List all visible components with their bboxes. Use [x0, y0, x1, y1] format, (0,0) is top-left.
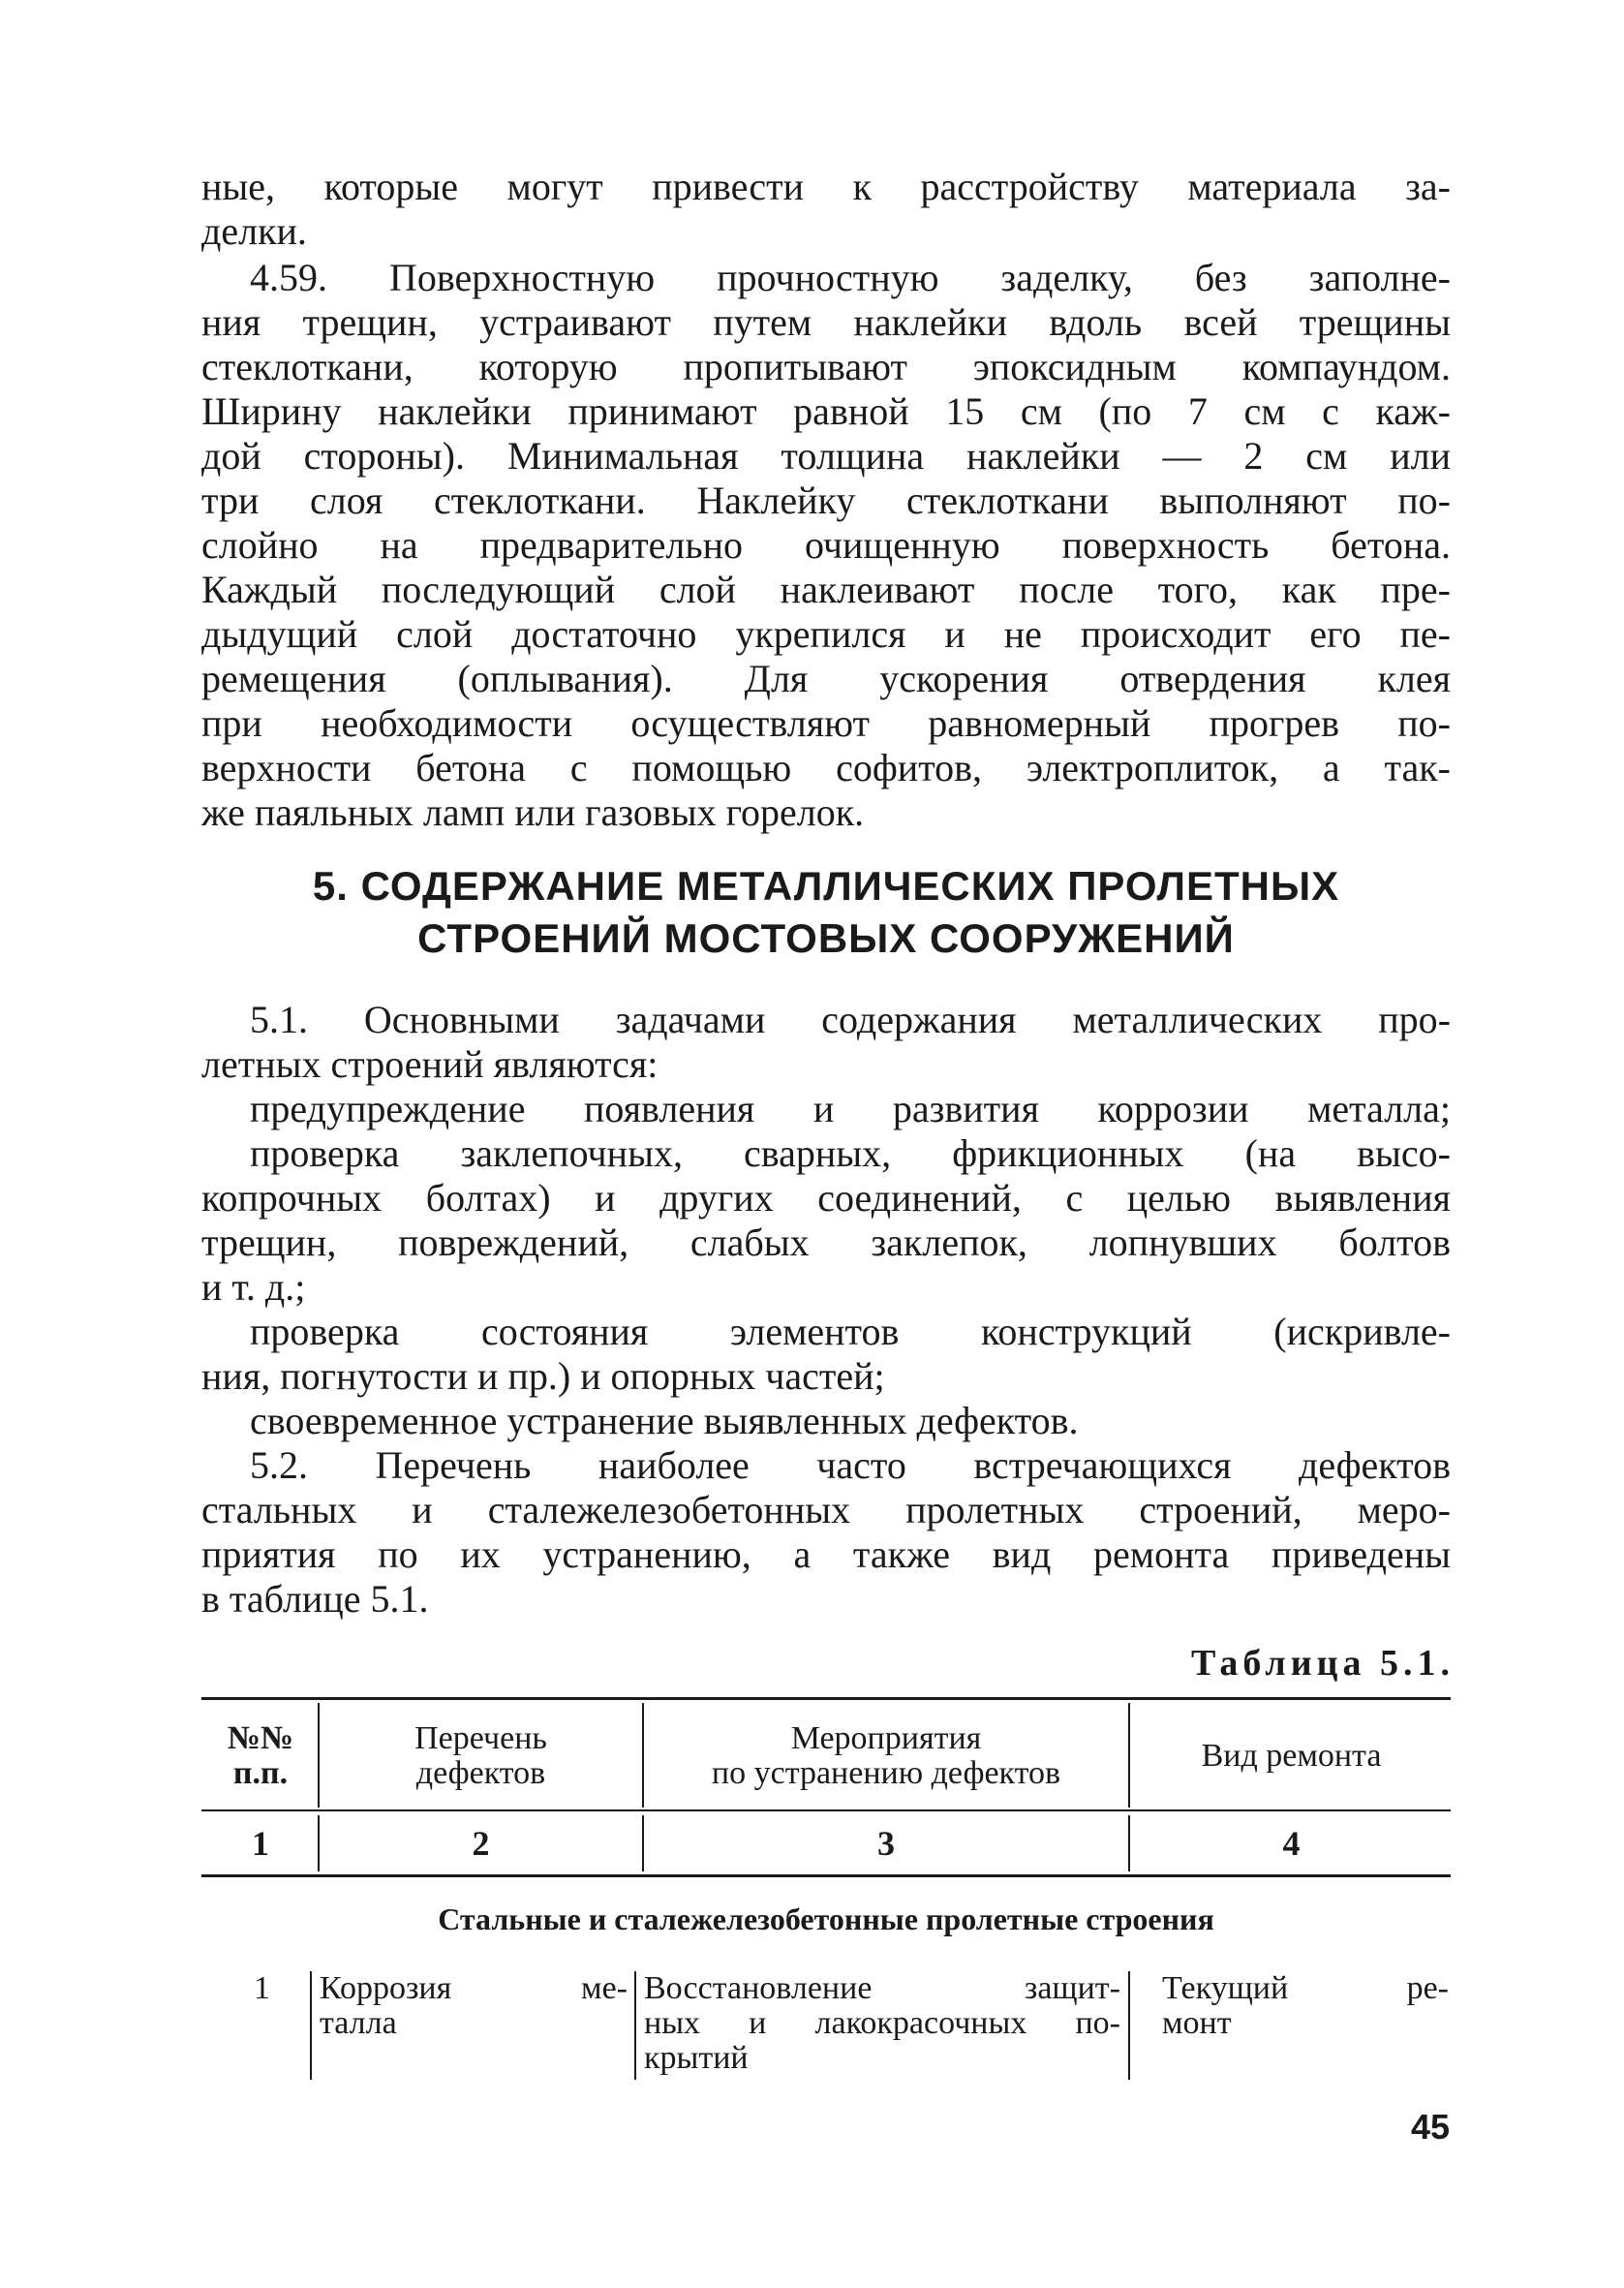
table-numbers-rule	[201, 1874, 1451, 1877]
column-divider	[1128, 1703, 1130, 1808]
column-divider	[310, 1971, 312, 2080]
table-cell-repair: Текущий ре-	[1162, 1970, 1449, 2006]
table-cell-defect: талла	[320, 2005, 397, 2041]
text-line: ремещения (оплывания). Для ускорения отвердения клея	[201, 657, 1451, 700]
column-number: 1	[252, 1824, 269, 1863]
text-line: летных строений являются:	[201, 1042, 659, 1086]
column-divider	[634, 1971, 636, 2080]
text-line: ные, которые могут привести к расстройству материала за-	[201, 165, 1451, 208]
text-line: 5.2. Перечень наиболее часто встречающихся дефектов	[250, 1443, 1451, 1487]
text-line: дыдущий слой достаточно укрепился и не происходит его пе-	[201, 612, 1451, 656]
column-divider	[1128, 1815, 1130, 1871]
table-cell-defect: Коррозия ме-	[320, 1970, 628, 2006]
text-line: Каждый последующий слой наклеивают после того, как пре-	[201, 568, 1451, 611]
text-line: и т. д.;	[201, 1265, 306, 1309]
section-heading-line-1: 5. СОДЕРЖАНИЕ МЕТАЛЛИЧЕСКИХ ПРОЛЕТНЫХ	[312, 863, 1340, 909]
column-number: 4	[1282, 1824, 1301, 1863]
header-cell-defects: Перечень дефектов	[414, 1720, 547, 1791]
text-line: делки.	[201, 209, 307, 253]
table-cell-measures: крытий	[644, 2040, 749, 2076]
list-item: предупреждение появления и развития коррозии металла;	[250, 1087, 1451, 1130]
text-line: слойно на предварительно очищенную поверхность бетона.	[201, 523, 1451, 567]
text-line: верхности бетона с помощью софитов, электроплиток, а так-	[201, 746, 1451, 789]
table-cell-repair: монт	[1162, 2005, 1232, 2041]
table-top-rule	[201, 1697, 1451, 1700]
column-divider	[318, 1815, 320, 1871]
section-heading-line-2: СТРОЕНИЙ МОСТОВЫХ СООРУЖЕНИЙ	[417, 915, 1235, 961]
header-cell-measures: Мероприятия по устранению дефектов	[711, 1720, 1061, 1791]
text-line: приятия по их устранению, а также вид ремонта приведены	[201, 1532, 1451, 1576]
list-item: проверка состояния элементов конструкций (искривле-	[250, 1310, 1451, 1353]
text-line: при необходимости осуществляют равномерный прогрев по-	[201, 701, 1451, 745]
table-section-title: Стальные и сталежелезобетонные пролетные строения	[438, 1902, 1214, 1936]
text-line: трещин, повреждений, слабых заклепок, лопнувших болтов	[201, 1221, 1451, 1264]
table-cell-measures: ных и лакокрасочных по-	[644, 2005, 1120, 2041]
column-divider	[1128, 1971, 1130, 2080]
text-line: же паяльных ламп или газовых горелок.	[201, 790, 865, 834]
table-caption: Таблица 5.1.	[1190, 1643, 1455, 1684]
list-item: своевременное устранение выявленных дефектов.	[250, 1399, 1079, 1442]
column-divider	[642, 1703, 644, 1808]
table-row-number: 1	[254, 1970, 270, 2006]
text-line: стеклоткани, которую пропитывают эпоксидным компаундом.	[201, 345, 1451, 388]
column-number: 2	[472, 1824, 490, 1863]
text-line: ния трещин, устраивают путем наклейки вдоль всей трещины	[201, 300, 1451, 344]
table-header-rule	[201, 1809, 1451, 1811]
text-line: 5.1. Основными задачами содержания металлических про-	[250, 998, 1451, 1041]
column-number: 3	[877, 1824, 895, 1863]
column-divider	[318, 1703, 320, 1808]
header-cell-repair-type: Вид ремонта	[1201, 1738, 1382, 1774]
text-line: стальных и сталежелезобетонных пролетных строений, меро-	[201, 1488, 1451, 1531]
text-line: дой стороны). Минимальная толщина наклейки — 2 см или	[201, 434, 1451, 478]
header-cell-number: №№ п.п.	[227, 1720, 294, 1791]
text-line: копрочных болтах) и других соединений, с целью выявления	[201, 1176, 1451, 1220]
column-divider	[642, 1815, 644, 1871]
table-cell-measures: Восстановление защит-	[644, 1970, 1120, 2006]
list-item: проверка заклепочных, сварных, фрикционных (на высо-	[250, 1131, 1451, 1175]
text-line: 4.59. Поверхностную прочностную заделку, без заполне-	[250, 256, 1451, 299]
page-number: 45	[1410, 2107, 1450, 2147]
text-line: в таблице 5.1.	[201, 1577, 429, 1621]
text-line: ния, погнутости и пр.) и опорных частей;	[201, 1354, 885, 1398]
text-line: три слоя стеклоткани. Наклейку стеклоткани выполняют по-	[201, 479, 1451, 522]
text-line: Ширину наклейки принимают равной 15 см (по 7 см с каж-	[201, 389, 1451, 433]
